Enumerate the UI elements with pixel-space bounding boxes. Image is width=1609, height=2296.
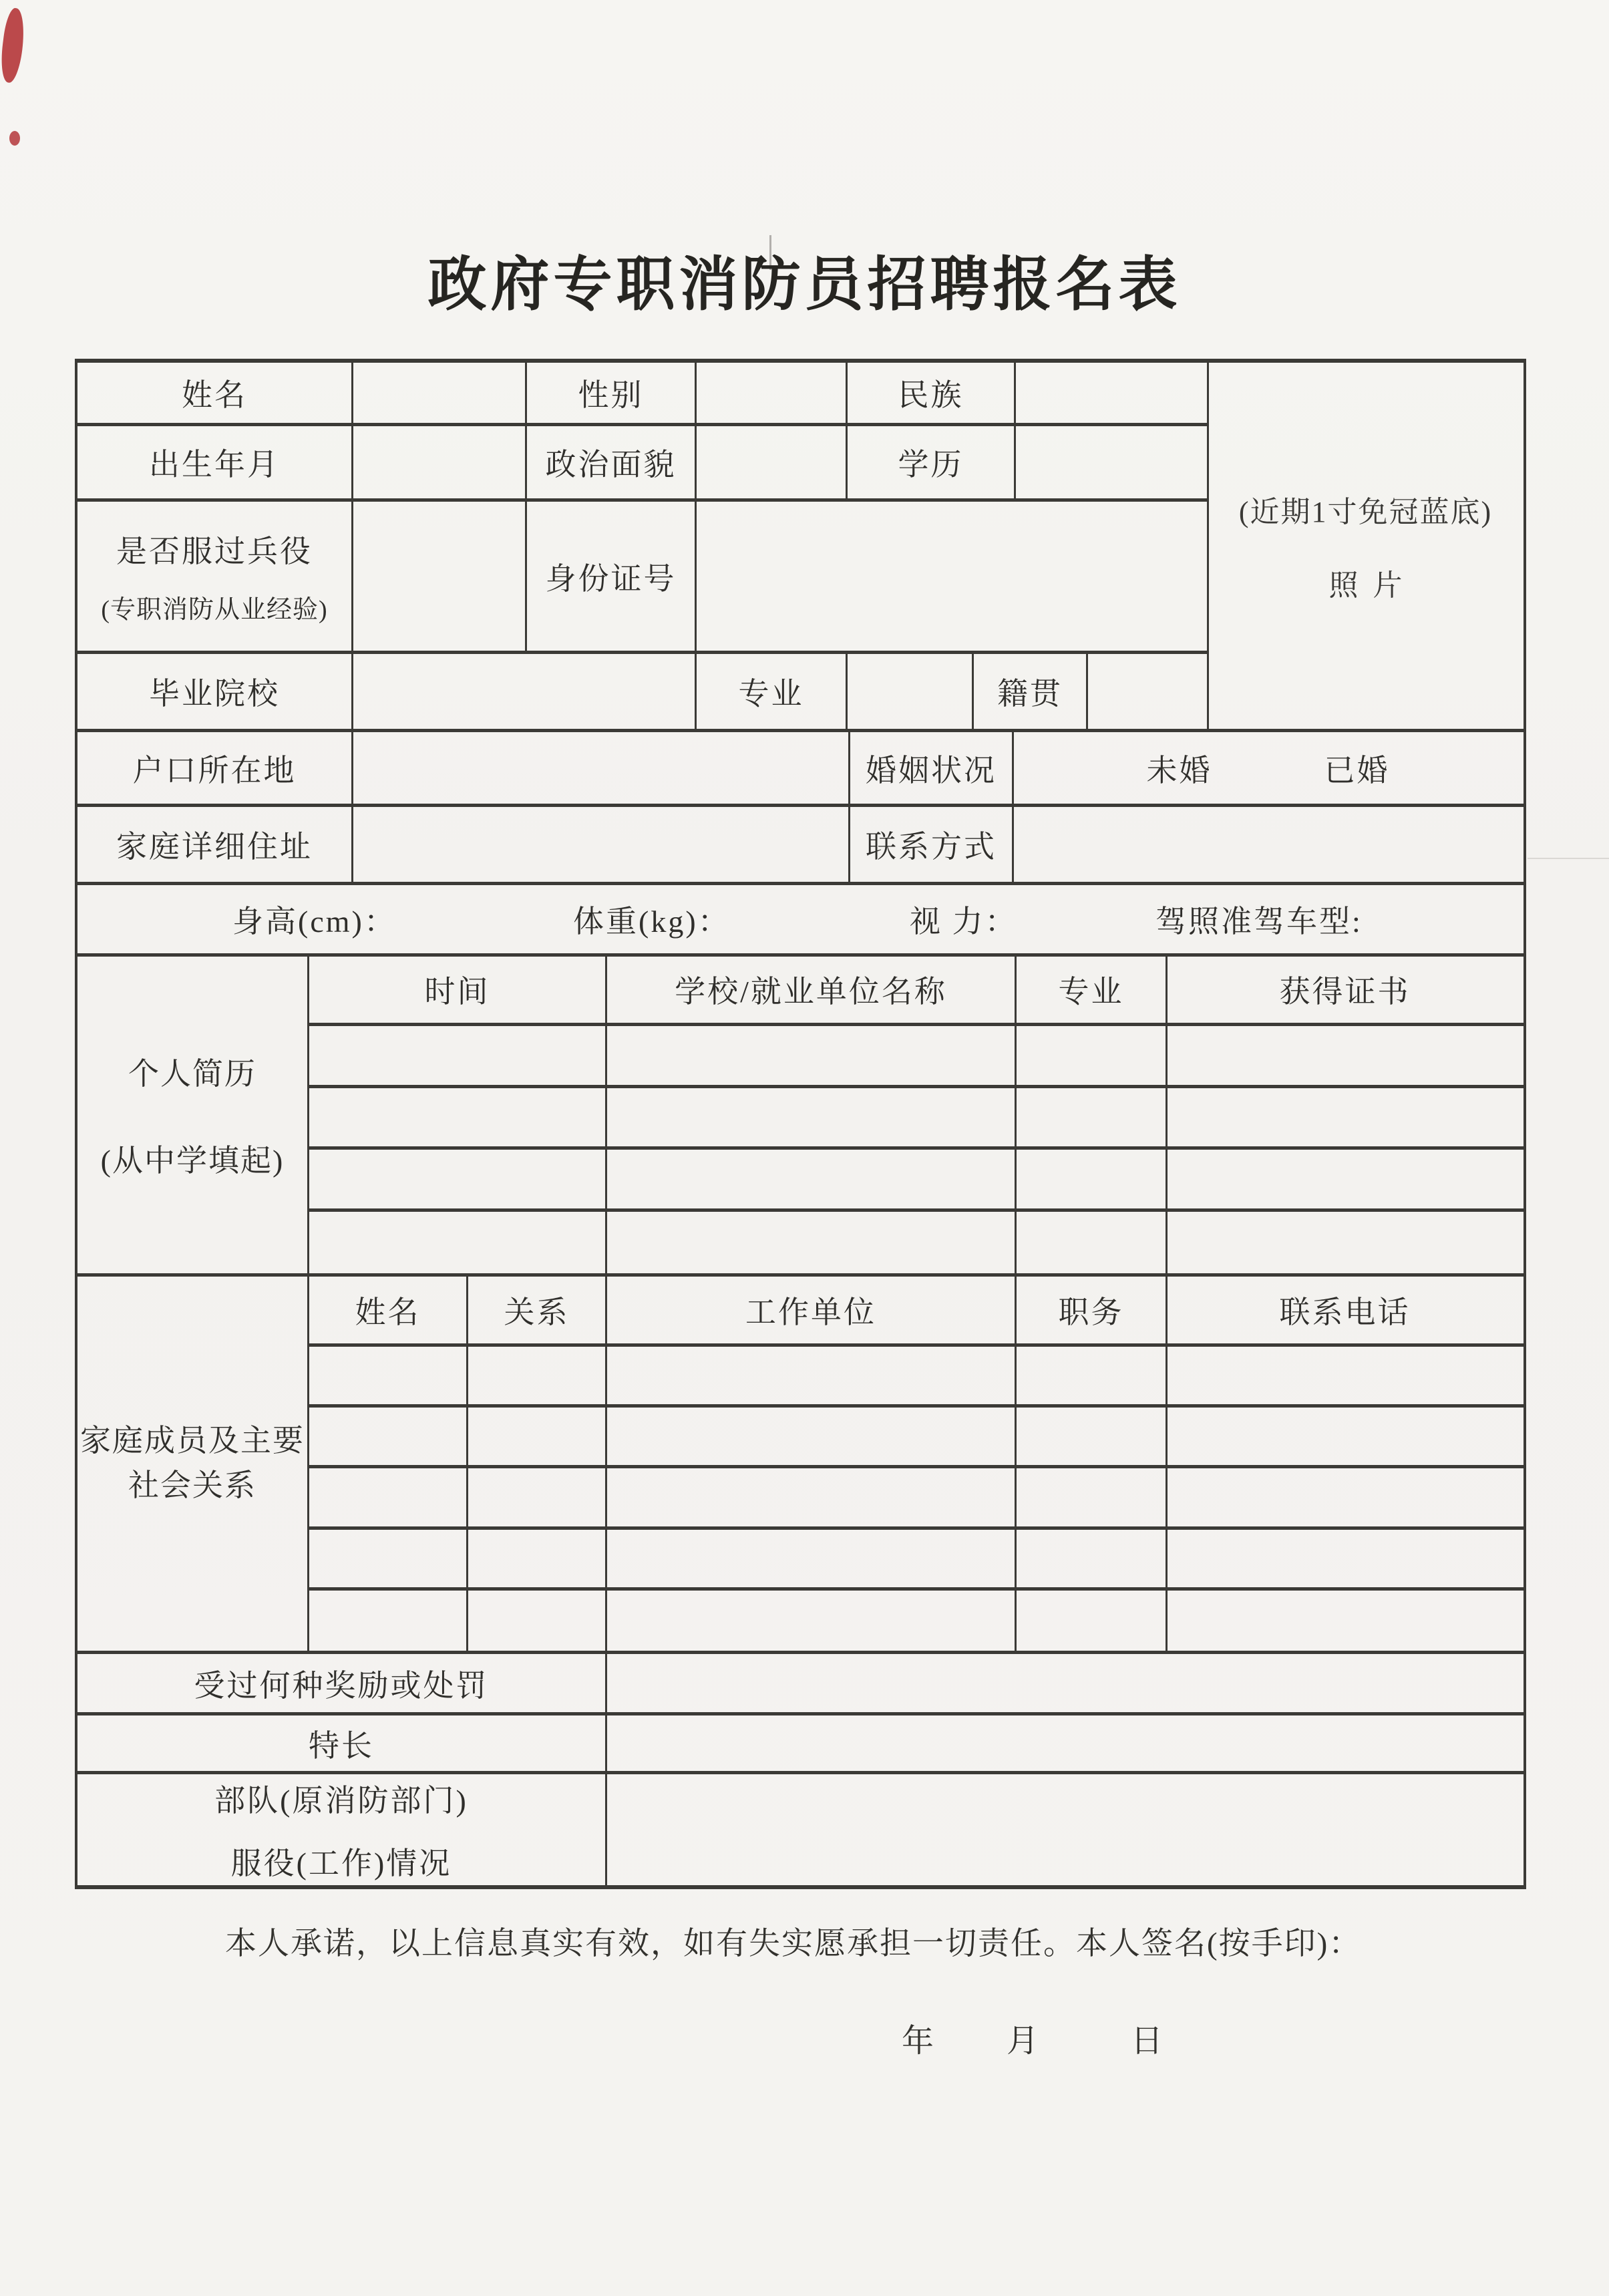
name-label: 姓名	[77, 363, 353, 423]
form-title: 政府专职消防员招聘报名表	[427, 253, 1182, 318]
home-address-input-cell[interactable]	[353, 807, 850, 882]
family-workunit-input-cell[interactable]	[607, 1468, 1017, 1526]
family-position-input-cell[interactable]	[1017, 1468, 1168, 1526]
resume-major-input-cell[interactable]	[1017, 1150, 1168, 1208]
resume-empty-row	[309, 1150, 1524, 1212]
resume-time-input-cell[interactable]	[309, 1212, 607, 1273]
vision-label: 视 力：	[910, 905, 1018, 939]
date-year-label: 年	[902, 2023, 934, 2059]
row-school	[77, 654, 1207, 729]
service-record-label-line2: 服役(工作)情况	[230, 1846, 452, 1880]
family-header-position: 职务	[1017, 1277, 1168, 1343]
family-empty-row	[309, 1530, 1524, 1591]
family-relation-input-cell[interactable]	[468, 1530, 607, 1587]
photo-note-line2: 照片	[1328, 569, 1417, 602]
row-household	[77, 732, 1524, 807]
family-empty-row	[309, 1347, 1524, 1408]
graduate-school-label: 毕业院校	[77, 654, 353, 729]
resume-header-major: 专业	[1017, 957, 1168, 1023]
service-record-input-cell[interactable]	[607, 1774, 1522, 1885]
family-phone-input-cell[interactable]	[1168, 1530, 1522, 1587]
resume-school-input-cell[interactable]	[607, 1150, 1017, 1208]
family-workunit-input-cell[interactable]	[607, 1408, 1017, 1465]
household-location-label: 户口所在地	[77, 732, 353, 804]
family-name-input-cell[interactable]	[309, 1347, 468, 1404]
resume-section	[77, 957, 1524, 1277]
family-header-relation: 关系	[468, 1277, 607, 1343]
home-address-label: 家庭详细住址	[77, 807, 353, 882]
resume-school-input-cell[interactable]	[607, 1212, 1017, 1273]
family-position-input-cell[interactable]	[1017, 1408, 1168, 1465]
date-day-label: 日	[1131, 2023, 1164, 2059]
row-awards	[77, 1654, 1524, 1715]
resume-header-time: 时间	[309, 957, 607, 1023]
application-form-table	[75, 359, 1526, 1889]
gender-label: 性别	[527, 363, 697, 423]
ethnicity-input-cell[interactable]	[1016, 363, 1207, 423]
service-record-label	[77, 1774, 607, 1885]
specialty-label: 特长	[77, 1715, 607, 1771]
family-workunit-input-cell[interactable]	[607, 1591, 1017, 1651]
gender-input-cell[interactable]	[697, 363, 848, 423]
family-name-input-cell[interactable]	[309, 1591, 468, 1651]
name-input-cell[interactable]	[353, 363, 527, 423]
family-name-input-cell[interactable]	[309, 1408, 468, 1465]
family-relation-input-cell[interactable]	[468, 1347, 607, 1404]
military-service-label	[77, 502, 353, 651]
graduate-school-input-cell[interactable]	[353, 654, 697, 729]
family-header-phone: 联系电话	[1279, 1295, 1411, 1330]
row-birth	[77, 426, 1207, 502]
family-header-workunit: 工作单位	[607, 1277, 1017, 1343]
political-status-input-cell[interactable]	[697, 426, 848, 498]
family-position-input-cell[interactable]	[1017, 1530, 1168, 1587]
family-label-line2: 社会关系	[128, 1468, 256, 1502]
family-label-line1: 家庭成员及主要	[80, 1424, 305, 1458]
resume-time-input-cell[interactable]	[309, 1026, 607, 1085]
resume-certificate-input-cell[interactable]	[1168, 1150, 1522, 1208]
military-service-label-note: (专职消防从业经验)	[101, 596, 328, 624]
resume-empty-row	[309, 1212, 1524, 1273]
family-header-name: 姓名	[309, 1277, 468, 1343]
row-address	[77, 807, 1524, 885]
family-relation-input-cell[interactable]	[468, 1408, 607, 1465]
photo-note-line1: (近期1寸免冠蓝底)	[1238, 496, 1493, 528]
resume-school-input-cell[interactable]	[607, 1088, 1017, 1146]
family-phone-input-cell[interactable]	[1168, 1347, 1522, 1404]
major-label: 专业	[697, 654, 848, 729]
metrics-cell[interactable]	[77, 885, 1522, 953]
photo-placeholder-cell[interactable]	[1207, 363, 1522, 729]
major-input-cell[interactable]	[848, 654, 974, 729]
family-workunit-input-cell[interactable]	[607, 1347, 1017, 1404]
family-phone-input-cell[interactable]	[1168, 1408, 1522, 1465]
military-service-label-main: 是否服过兵役	[116, 534, 313, 568]
row-name	[77, 363, 1207, 426]
signature-date-line	[0, 2015, 1609, 2058]
family-position-input-cell[interactable]	[1017, 1591, 1168, 1651]
row-metrics	[77, 885, 1524, 957]
awards-input-cell[interactable]	[607, 1654, 1522, 1712]
family-header-row	[309, 1277, 1524, 1347]
contact-input-cell[interactable]	[1014, 807, 1522, 882]
marital-status-label: 婚姻状况	[850, 732, 1014, 804]
resume-section-label	[77, 957, 309, 1273]
id-number-input-cell[interactable]	[697, 502, 1207, 651]
family-relation-input-cell[interactable]	[468, 1591, 607, 1651]
political-status-label: 政治面貌	[527, 426, 697, 498]
family-section	[77, 1277, 1524, 1654]
ethnicity-label: 民族	[848, 363, 1016, 423]
weight-label: 体重(kg)：	[573, 905, 731, 939]
row-service-record	[77, 1774, 1524, 1885]
education-input-cell[interactable]	[1016, 426, 1207, 498]
family-phone-input-cell[interactable]	[1168, 1591, 1522, 1651]
family-name-input-cell[interactable]	[309, 1530, 468, 1587]
family-relation-input-cell[interactable]	[468, 1468, 607, 1526]
resume-empty-row	[309, 1026, 1524, 1088]
education-label: 学历	[848, 426, 1016, 498]
resume-empty-row	[309, 1088, 1524, 1150]
family-workunit-input-cell[interactable]	[607, 1530, 1017, 1587]
row-military-id	[77, 502, 1207, 654]
resume-header-school: 学校/就业单位名称	[607, 957, 1017, 1023]
resume-time-input-cell[interactable]	[309, 1150, 607, 1208]
scan-crease-line	[1528, 858, 1609, 859]
resume-time-input-cell[interactable]	[309, 1088, 607, 1146]
birth-date-input-cell[interactable]	[353, 426, 527, 498]
service-record-label-line1: 部队(原消防部门)	[214, 1784, 468, 1818]
resume-certificate-input-cell[interactable]	[1168, 1212, 1522, 1273]
id-number-label: 身份证号	[527, 502, 697, 651]
resume-label-line1: 个人简历	[128, 1057, 256, 1091]
resume-certificate-input-cell[interactable]	[1168, 1026, 1522, 1085]
date-month-label: 月	[1007, 2023, 1039, 2059]
pledge-statement: 本人承诺，以上信息真实有效，如有失实愿承担一切责任。本人签名(按手印)：	[225, 1927, 1362, 1961]
basic-info-block	[77, 363, 1524, 732]
awards-label: 受过何种奖励或处罚	[77, 1654, 607, 1712]
resume-header-certificate: 获得证书	[1279, 975, 1411, 1009]
contact-label: 联系方式	[850, 807, 1014, 882]
resume-certificate-input-cell[interactable]	[1168, 1088, 1522, 1146]
resume-major-input-cell[interactable]	[1017, 1088, 1168, 1146]
height-label: 身高(cm)：	[232, 905, 397, 939]
resume-label-line2: (从中学填起)	[100, 1144, 285, 1178]
resume-major-input-cell[interactable]	[1017, 1212, 1168, 1273]
family-phone-input-cell[interactable]	[1168, 1468, 1522, 1526]
license-label: 驾照准驾车型:	[1155, 905, 1363, 939]
family-empty-row	[309, 1408, 1524, 1468]
marital-options-cell[interactable]	[1014, 732, 1522, 804]
birth-date-label: 出生年月	[77, 426, 353, 498]
marital-option-unmarried[interactable]: 未婚	[1146, 753, 1212, 788]
native-place-label: 籍贯	[974, 654, 1088, 729]
resume-major-input-cell[interactable]	[1017, 1026, 1168, 1085]
marital-option-married[interactable]: 已婚	[1324, 753, 1390, 788]
specialty-input-cell[interactable]	[607, 1715, 1522, 1771]
native-place-input-cell[interactable]	[1088, 654, 1207, 729]
family-empty-row	[309, 1468, 1524, 1529]
resume-header-row	[309, 957, 1524, 1026]
household-location-input-cell[interactable]	[353, 732, 850, 804]
military-service-input-cell[interactable]	[353, 502, 527, 651]
family-position-input-cell[interactable]	[1017, 1347, 1168, 1404]
family-section-label	[77, 1277, 309, 1651]
row-specialty	[77, 1715, 1524, 1774]
family-name-input-cell[interactable]	[309, 1468, 468, 1526]
family-empty-row	[309, 1591, 1524, 1651]
resume-school-input-cell[interactable]	[607, 1026, 1017, 1085]
red-pen-scan-dot	[9, 131, 20, 146]
